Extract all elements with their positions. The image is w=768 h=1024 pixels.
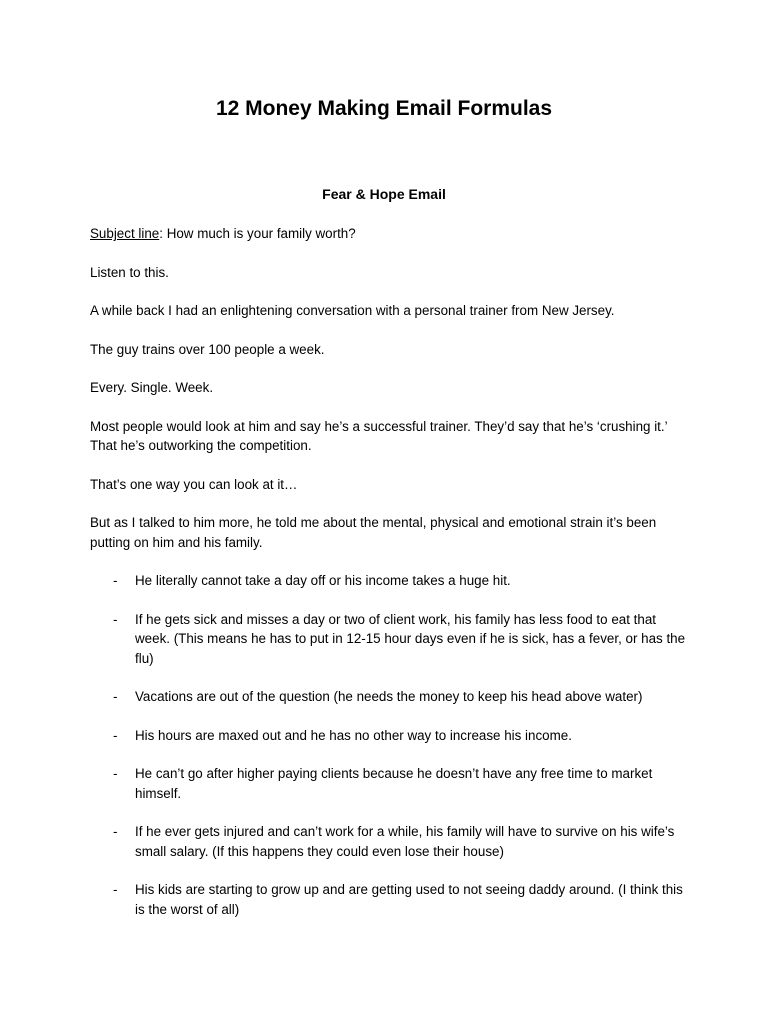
list-item [90,687,690,707]
list-item-text: His hours are maxed out and he has no other way to increase his income. [135,727,572,743]
subject-line [90,224,690,244]
bullet-dash: - [113,611,118,627]
subject-line-text: How much is your family worth? [162,226,356,241]
bullet-dash: - [113,882,118,897]
list-item-text: If he ever gets injured and can’t work for a while, his family will have to survive on his wife’s small salary. (If this happens they could even lose their house) [135,824,675,859]
subject-line-label: Subject line [90,226,160,241]
subject-line-separator: : [159,226,163,241]
bullet-dash: - [113,727,118,743]
list-item-text: He literally cannot take a day off or his income takes a huge hit. [135,573,511,588]
paragraph: Most people would look at him and say he’s a successful trainer. They’d say that he’s ‘crushing it.’ That he’s outworking the competition. [90,418,668,453]
paragraph: Listen to this. [90,264,169,280]
document-title: 12 Money Making Email Formulas [215,97,553,120]
bullet-dash: - [113,689,118,704]
paragraph: But as I talked to him more, he told me about the mental, physical and emotional strain it’s been putting on him and his family. [90,515,657,550]
list-item-text: If he gets sick and misses a day or two of client work, his family has less food to eat that week. (This means he has to put in 12-15 hour days even if he is sick, has a fever, or has the flu) [135,611,686,666]
list-item-text: His kids are starting to grow up and are getting used to not seeing daddy around. (I think this is the worst of all) [135,882,683,917]
paragraph: The guy trains over 100 people a week. [90,341,325,357]
list-item-text: He can’t go after higher paying clients because he doesn’t have any free time to market himself. [135,766,653,801]
paragraph: That’s one way you can look at it… [90,476,298,492]
list-item [90,764,690,803]
list-item [90,822,690,861]
list-item [90,571,690,591]
list-item [90,726,690,746]
bullet-dash: - [113,766,118,781]
bullet-dash: - [113,573,118,588]
section-title: Fear & Hope Email [322,186,446,202]
paragraph: Every. Single. Week. [90,380,214,395]
paragraph: A while back I had an enlightening conversation with a personal trainer from New Jersey. [90,303,615,318]
list-item [90,610,690,669]
bullet-list [90,571,690,919]
email-body [90,224,690,938]
list-item [90,880,690,919]
list-item-text: Vacations are out of the question (he needs the money to keep his head above water) [135,689,643,704]
bullet-dash: - [113,824,118,839]
